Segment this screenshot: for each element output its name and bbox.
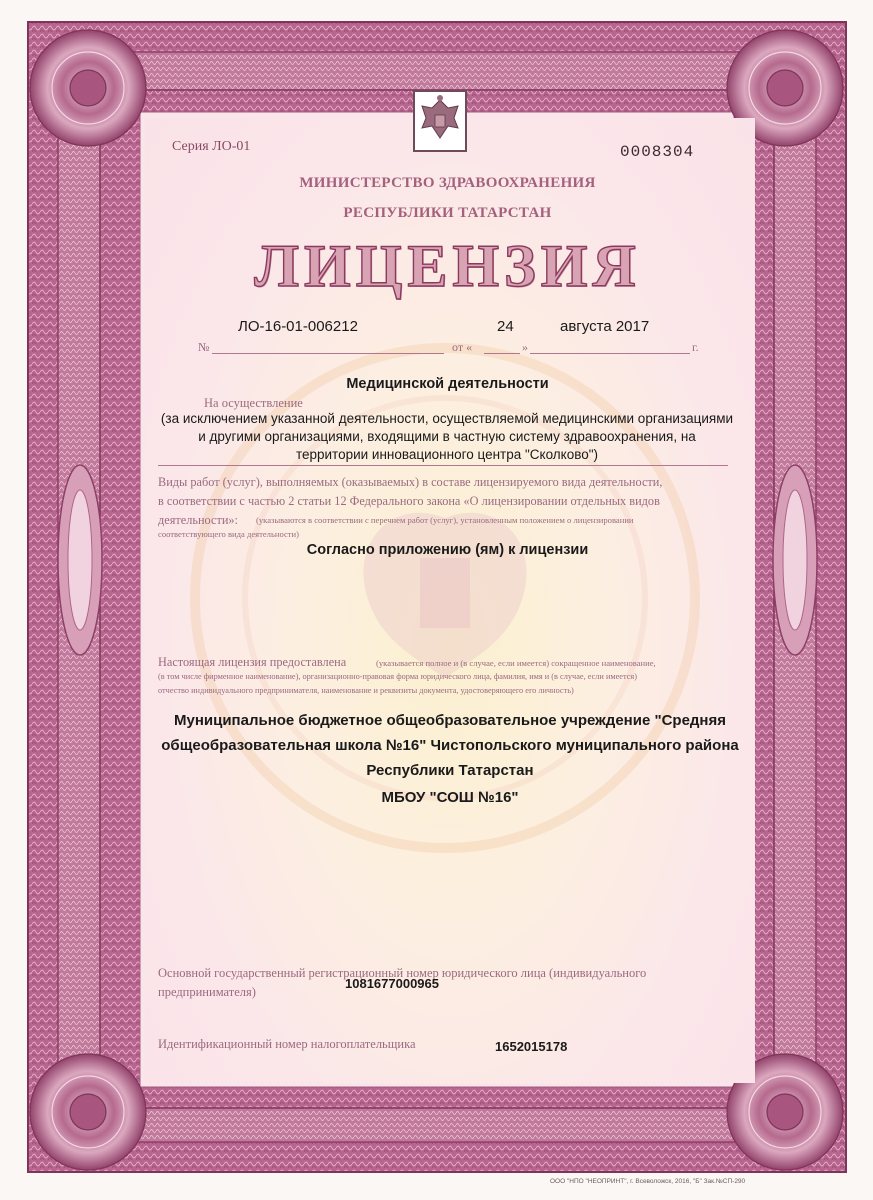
grantee-note-line3: отчество индивидуального предпринимателя, наименование и реквизиты документа, удостоверяющего его личность) [158, 686, 574, 695]
day-underline [484, 352, 520, 354]
activity-exception-line2: и другими организациями, входящими в частную систему здравоохранения, на [198, 429, 696, 444]
printer-imprint: ООО "НПО "НЕОПРИНТ", г. Всеволожск, 2016, "Б" Зак.№СП-290 [550, 1178, 746, 1185]
grantee-name-line2: общеобразовательная школа №16" Чистопольского муниципального района [161, 737, 739, 754]
grantee-short-name: МБОУ "СОШ №16" [381, 789, 519, 806]
grantee-name-line1: Муниципальное бюджетное общеобразовательное учреждение "Средняя [173, 712, 726, 729]
works-label-line3: деятельности»: [158, 513, 238, 527]
ministry-title-line2: РЕСПУБЛИКИ ТАТАРСТАН [343, 205, 552, 221]
license-month-year: августа 2017 [560, 318, 650, 335]
works-note-line2: соответствующего вида деятельности) [158, 529, 300, 539]
works-value: Согласно приложению (ям) к лицензии [306, 542, 589, 558]
activity-exception-line3: территории инновационного центра "Сколково") [295, 447, 599, 462]
serial-number: 0008304 [620, 143, 695, 161]
ogrn-label-line2: предпринимателя) [158, 985, 256, 999]
activity-name: Медицинской деятельности [346, 376, 549, 392]
number-underline [212, 352, 444, 354]
document-title: ЛИЦЕНЗИЯ [254, 233, 641, 299]
activity-underline [158, 464, 728, 466]
grantee-name-line3: Республики Татарстан [366, 762, 534, 779]
from-label: от « [452, 340, 473, 354]
works-note-line1: (указываются в соответствии с перечнем работ (услуг), установленным положением о лицензировании [256, 515, 634, 525]
month-underline [530, 352, 690, 354]
series-label: Серия ЛО-01 [172, 139, 251, 154]
inn-label: Идентификационный номер налогоплательщика [158, 1037, 416, 1051]
grantee-label: Настоящая лицензия предоставлена [158, 655, 347, 669]
license-number: ЛО-16-01-006212 [238, 318, 358, 335]
grantee-note-line2: (в том числе фирменное наименование), организационно-правовая форма юридического лица, фамилия, имя и (в случае, если имеется) [158, 672, 637, 681]
number-label: № [198, 340, 210, 354]
quote-close: » [522, 340, 528, 354]
ministry-title-line1: МИНИСТЕРСТВО ЗДРАВООХРАНЕНИЯ [299, 175, 596, 191]
ogrn-value: 1081677000965 [345, 976, 439, 991]
activity-label: На осуществление [204, 396, 303, 410]
inn-value: 1652015178 [495, 1039, 568, 1054]
russian-coat-of-arms-icon [410, 88, 470, 154]
license-day: 24 [497, 318, 514, 335]
works-label-line1: Виды работ (услуг), выполняемых (оказываемых) в составе лицензируемого вида деятельности, [158, 475, 663, 489]
activity-exception-line1: (за исключением указанной деятельности, осуществляемой медицинскими организациями [160, 411, 734, 426]
ogrn-label-line1: Основной государственный регистрационный номер юридического лица (индивидуального [158, 966, 647, 980]
year-suffix: г. [692, 340, 699, 354]
works-label-line2: в соответствии с частью 2 статьи 12 Федерального закона «О лицензировании отдельных видов [158, 494, 660, 508]
grantee-note-line1: (указывается полное и (в случае, если имеется) сокращенное наименование, [376, 658, 656, 668]
